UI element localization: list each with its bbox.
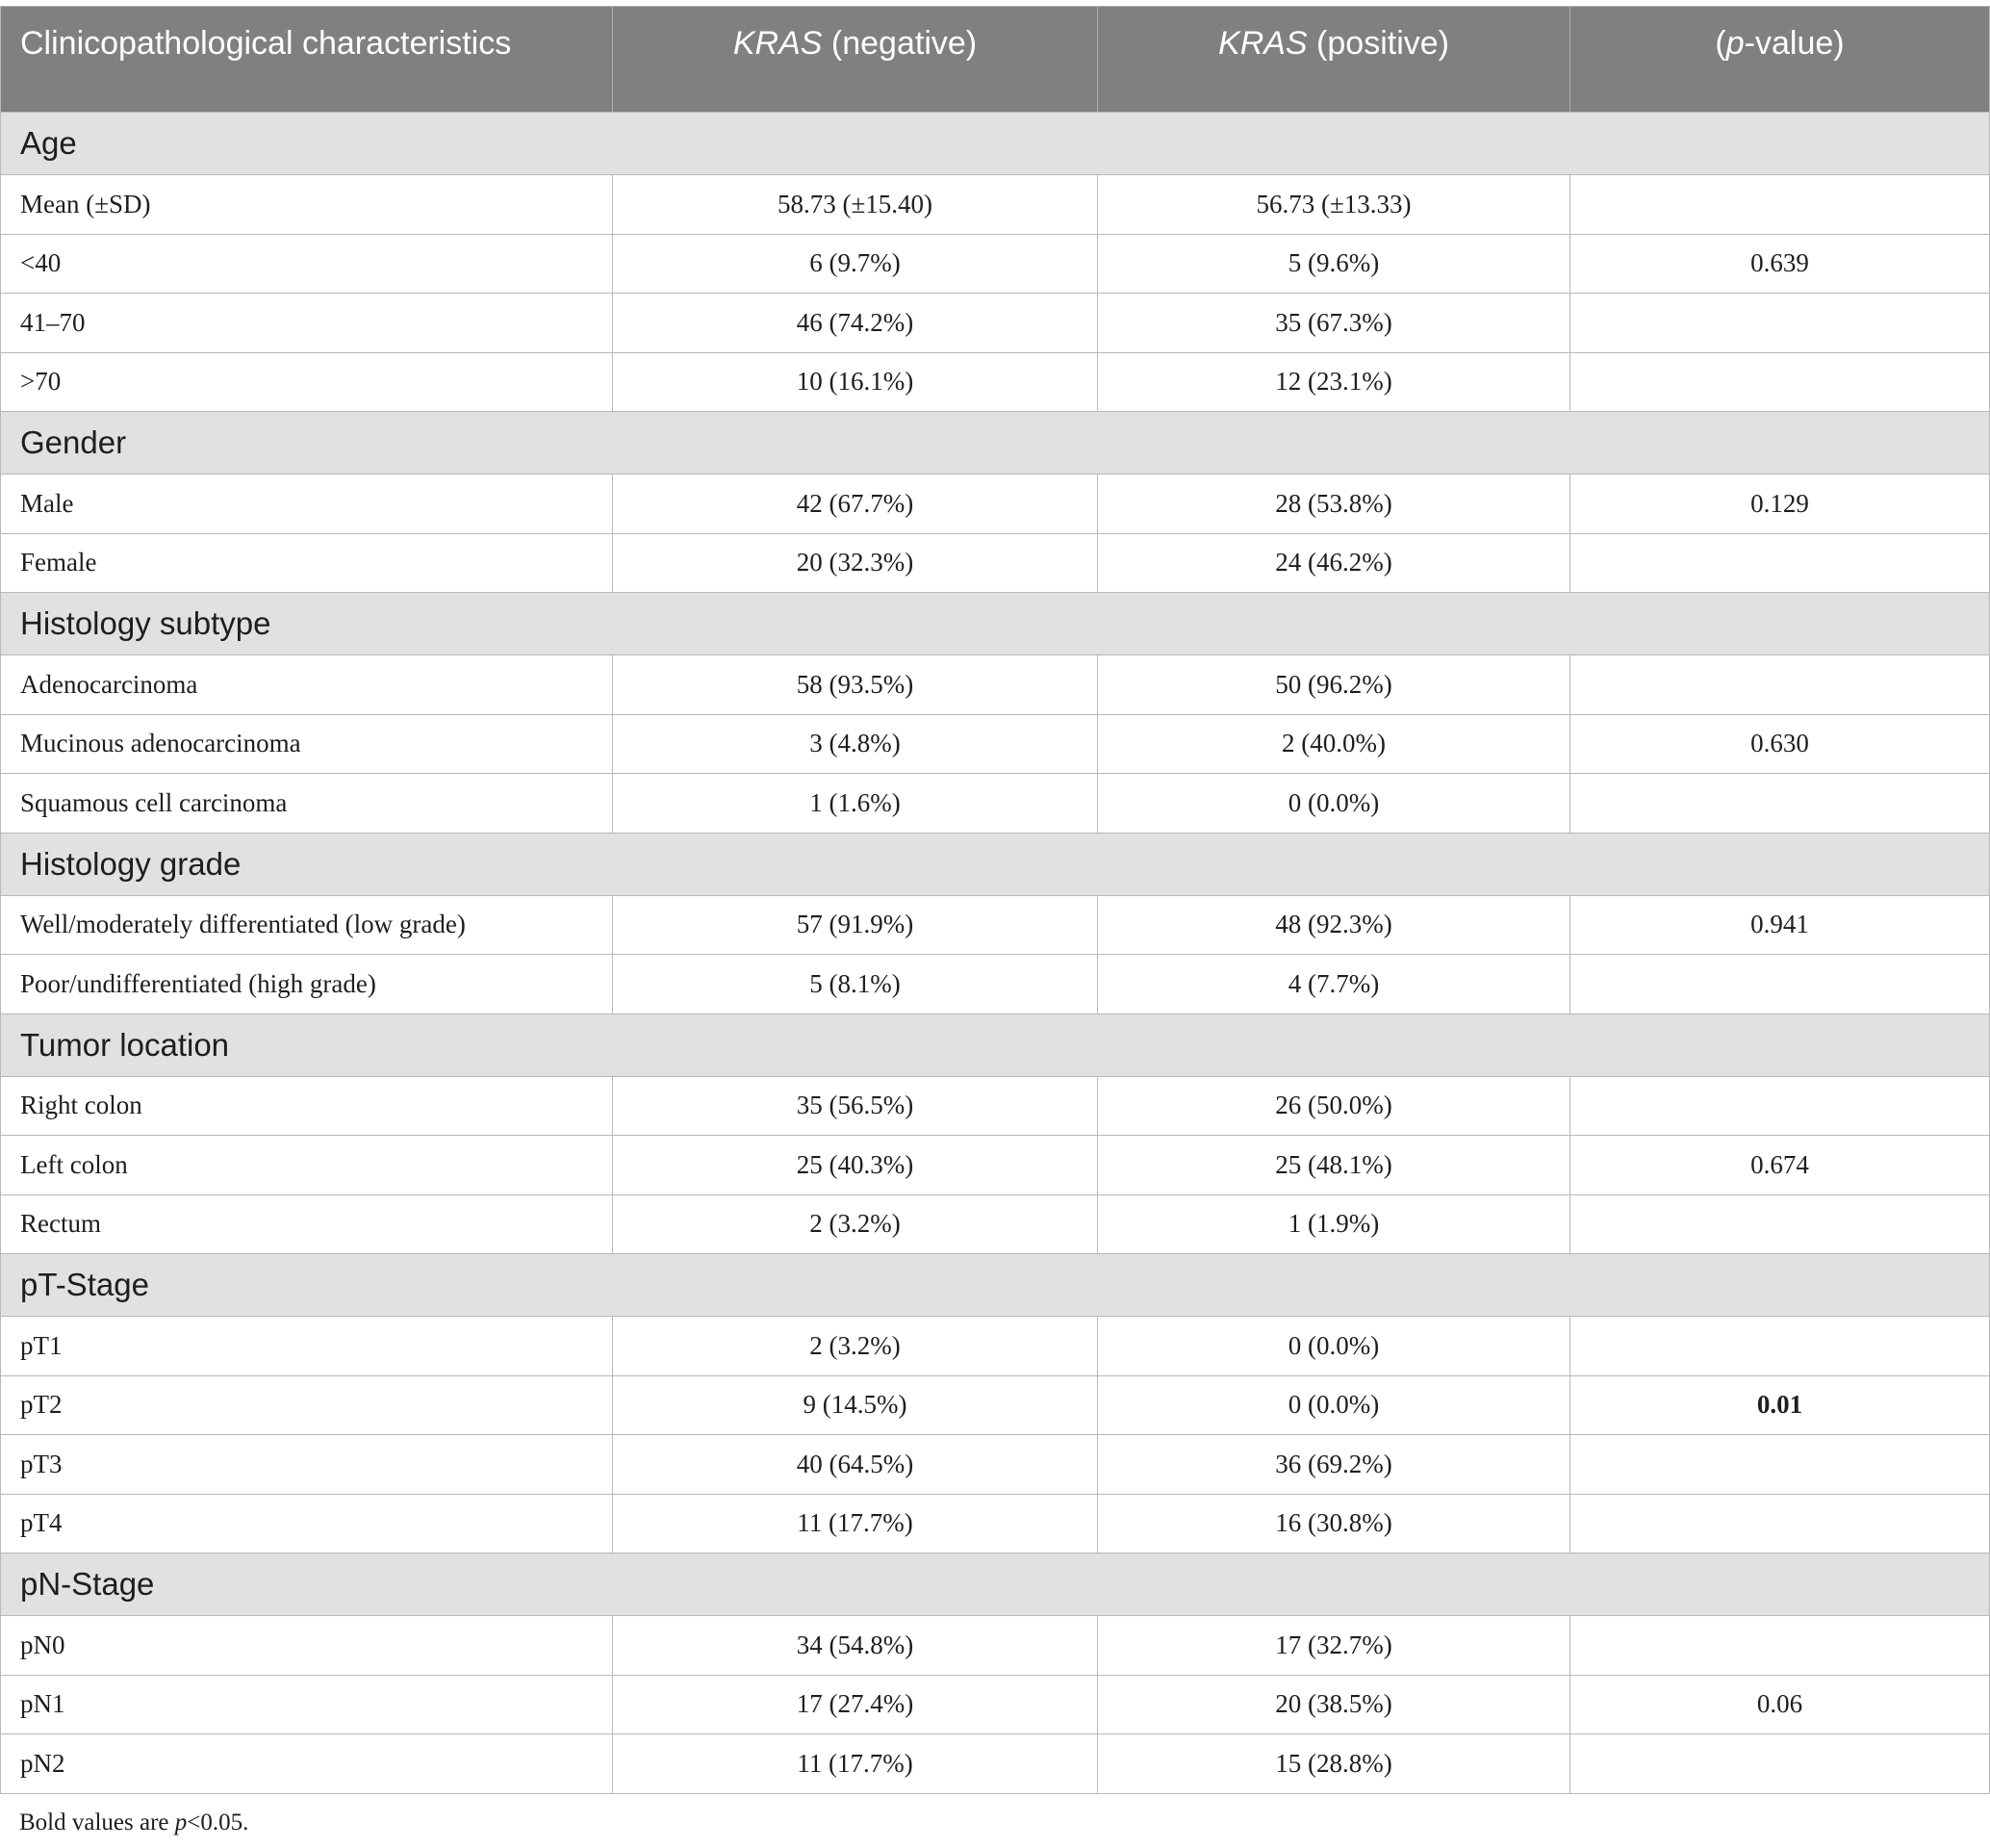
- table-row: [1, 1375, 1990, 1435]
- kras-negative-cell: 10 (16.1%): [613, 352, 1098, 412]
- p-value-cell: [1570, 1076, 1990, 1136]
- kras-negative-cell: 11 (17.7%): [613, 1734, 1098, 1794]
- row-label: Female: [1, 533, 613, 593]
- kras-positive-cell: 16 (30.8%): [1098, 1494, 1570, 1553]
- row-label: pT2: [1, 1375, 613, 1435]
- kras-negative-cell: 2 (3.2%): [613, 1194, 1098, 1254]
- p-value-cell: [1570, 1317, 1990, 1376]
- p-value-cell: [1570, 352, 1990, 412]
- p-value-cell: [1570, 774, 1990, 834]
- row-label: Left colon: [1, 1136, 613, 1195]
- kras-positive-cell: 26 (50.0%): [1098, 1076, 1570, 1136]
- row-label: Adenocarcinoma: [1, 655, 613, 715]
- kras-positive-cell: 35 (67.3%): [1098, 294, 1570, 353]
- kras-negative-cell: 3 (4.8%): [613, 714, 1098, 774]
- kras-negative-cell: 1 (1.6%): [613, 774, 1098, 834]
- kras-negative-cell: 17 (27.4%): [613, 1675, 1098, 1734]
- p-value-cell: [1570, 175, 1990, 235]
- p-value-cell: [1570, 533, 1990, 593]
- row-label: Right colon: [1, 1076, 613, 1136]
- section-header-row: [1, 1254, 1990, 1317]
- kras-negative-cell: 6 (9.7%): [613, 234, 1098, 294]
- footnote-post: <0.05.: [187, 1810, 249, 1835]
- p-value-cell: [1570, 1435, 1990, 1495]
- p-value-cell: [1570, 1734, 1990, 1794]
- table-row: [1, 1076, 1990, 1136]
- header-kras-positive: [1098, 7, 1570, 113]
- table-header: [1, 7, 1990, 113]
- footnote-p-symbol: p: [174, 1810, 188, 1835]
- kras-negative-cell: 11 (17.7%): [613, 1494, 1098, 1553]
- header-characteristics: Clinicopathological characteristics: [1, 7, 613, 113]
- table-row: [1, 1317, 1990, 1376]
- header-p-symbol: p: [1725, 25, 1745, 62]
- section-header-row: [1, 1014, 1990, 1076]
- header-gene-name: KRAS: [1218, 25, 1308, 62]
- table-row: [1, 774, 1990, 834]
- row-label: Squamous cell carcinoma: [1, 774, 613, 834]
- table-row: [1, 175, 1990, 235]
- section-header-row: [1, 412, 1990, 475]
- row-label: pT3: [1, 1435, 613, 1495]
- kras-negative-cell: 58 (93.5%): [613, 655, 1098, 715]
- header-negative-suffix: (negative): [822, 25, 978, 62]
- kras-positive-cell: 5 (9.6%): [1098, 234, 1570, 294]
- section-header-row: [1, 833, 1990, 895]
- kras-negative-cell: 5 (8.1%): [613, 955, 1098, 1014]
- kras-positive-cell: 12 (23.1%): [1098, 352, 1570, 412]
- kras-positive-cell: 1 (1.9%): [1098, 1194, 1570, 1254]
- kras-negative-cell: 57 (91.9%): [613, 895, 1098, 955]
- kras-negative-cell: 46 (74.2%): [613, 294, 1098, 353]
- table-row: [1, 1435, 1990, 1495]
- kras-negative-cell: 25 (40.3%): [613, 1136, 1098, 1195]
- kras-positive-cell: 17 (32.7%): [1098, 1616, 1570, 1676]
- row-label: Mean (±SD): [1, 175, 613, 235]
- clinicopathological-table: [0, 6, 1990, 1794]
- kras-positive-cell: 0 (0.0%): [1098, 1375, 1570, 1435]
- table-row: [1, 234, 1990, 294]
- kras-positive-cell: 2 (40.0%): [1098, 714, 1570, 774]
- table-row: [1, 1494, 1990, 1553]
- table-row: [1, 1194, 1990, 1254]
- header-gene-name: KRAS: [732, 25, 823, 62]
- kras-positive-cell: 24 (46.2%): [1098, 533, 1570, 593]
- section-header-row: [1, 1553, 1990, 1616]
- p-value-cell: [1570, 1616, 1990, 1676]
- section-title: Gender: [1, 412, 1990, 475]
- table-row: [1, 1616, 1990, 1676]
- p-value-cell: [1570, 294, 1990, 353]
- p-value-cell: [1570, 1494, 1990, 1553]
- section-header-row: [1, 113, 1990, 175]
- table-row: [1, 1675, 1990, 1734]
- header-p-value: [1570, 7, 1990, 113]
- section-title: Histology subtype: [1, 593, 1990, 655]
- p-value-cell: 0.674: [1570, 1136, 1990, 1195]
- section-title: Tumor location: [1, 1014, 1990, 1076]
- header-kras-negative: [613, 7, 1098, 113]
- kras-negative-cell: 40 (64.5%): [613, 1435, 1098, 1495]
- kras-positive-cell: 0 (0.0%): [1098, 774, 1570, 834]
- section-title: pT-Stage: [1, 1254, 1990, 1317]
- table-row: [1, 533, 1990, 593]
- header-p-pre: (: [1715, 25, 1726, 62]
- section-title: Histology grade: [1, 833, 1990, 895]
- row-label: pN1: [1, 1675, 613, 1734]
- row-label: <40: [1, 234, 613, 294]
- section-title: pN-Stage: [1, 1553, 1990, 1616]
- row-label: 41–70: [1, 294, 613, 353]
- header-p-post: -value): [1744, 25, 1845, 62]
- table-row: [1, 655, 1990, 715]
- p-value-cell: 0.06: [1570, 1675, 1990, 1734]
- row-label: Male: [1, 475, 613, 534]
- table-row: [1, 352, 1990, 412]
- row-label: Rectum: [1, 1194, 613, 1254]
- row-label: pT4: [1, 1494, 613, 1553]
- table-row: [1, 294, 1990, 353]
- table-body: [1, 113, 1990, 1794]
- section-header-row: [1, 593, 1990, 655]
- kras-positive-cell: 15 (28.8%): [1098, 1734, 1570, 1794]
- row-label: >70: [1, 352, 613, 412]
- table-row: [1, 475, 1990, 534]
- row-label: pN0: [1, 1616, 613, 1676]
- row-label: pT1: [1, 1317, 613, 1376]
- footnote: [19, 1810, 248, 1836]
- kras-negative-cell: 9 (14.5%): [613, 1375, 1098, 1435]
- p-value-cell: [1570, 1194, 1990, 1254]
- table-row: [1, 1734, 1990, 1794]
- header-positive-suffix: (positive): [1307, 25, 1449, 62]
- table-row: [1, 1136, 1990, 1195]
- kras-positive-cell: 4 (7.7%): [1098, 955, 1570, 1014]
- p-value-cell: 0.129: [1570, 475, 1990, 534]
- row-label: Well/moderately differentiated (low grade): [1, 895, 613, 955]
- p-value-cell: 0.630: [1570, 714, 1990, 774]
- kras-negative-cell: 42 (67.7%): [613, 475, 1098, 534]
- kras-negative-cell: 58.73 (±15.40): [613, 175, 1098, 235]
- kras-positive-cell: 20 (38.5%): [1098, 1675, 1570, 1734]
- p-value-cell: 0.01: [1570, 1375, 1990, 1435]
- section-title: Age: [1, 113, 1990, 175]
- p-value-cell: 0.941: [1570, 895, 1990, 955]
- kras-positive-cell: 0 (0.0%): [1098, 1317, 1570, 1376]
- kras-positive-cell: 48 (92.3%): [1098, 895, 1570, 955]
- table-container: [0, 6, 1990, 1794]
- footnote-pre: Bold values are: [19, 1810, 175, 1835]
- kras-positive-cell: 36 (69.2%): [1098, 1435, 1570, 1495]
- kras-negative-cell: 34 (54.8%): [613, 1616, 1098, 1676]
- table-row: [1, 714, 1990, 774]
- kras-positive-cell: 25 (48.1%): [1098, 1136, 1570, 1195]
- table-row: [1, 955, 1990, 1014]
- table-row: [1, 895, 1990, 955]
- row-label: Poor/undifferentiated (high grade): [1, 955, 613, 1014]
- p-value-cell: [1570, 655, 1990, 715]
- kras-negative-cell: 2 (3.2%): [613, 1317, 1098, 1376]
- p-value-cell: 0.639: [1570, 234, 1990, 294]
- kras-positive-cell: 28 (53.8%): [1098, 475, 1570, 534]
- kras-positive-cell: 50 (96.2%): [1098, 655, 1570, 715]
- row-label: pN2: [1, 1734, 613, 1794]
- kras-positive-cell: 56.73 (±13.33): [1098, 175, 1570, 235]
- kras-negative-cell: 20 (32.3%): [613, 533, 1098, 593]
- row-label: Mucinous adenocarcinoma: [1, 714, 613, 774]
- kras-negative-cell: 35 (56.5%): [613, 1076, 1098, 1136]
- header-row: [1, 7, 1990, 113]
- p-value-cell: [1570, 955, 1990, 1014]
